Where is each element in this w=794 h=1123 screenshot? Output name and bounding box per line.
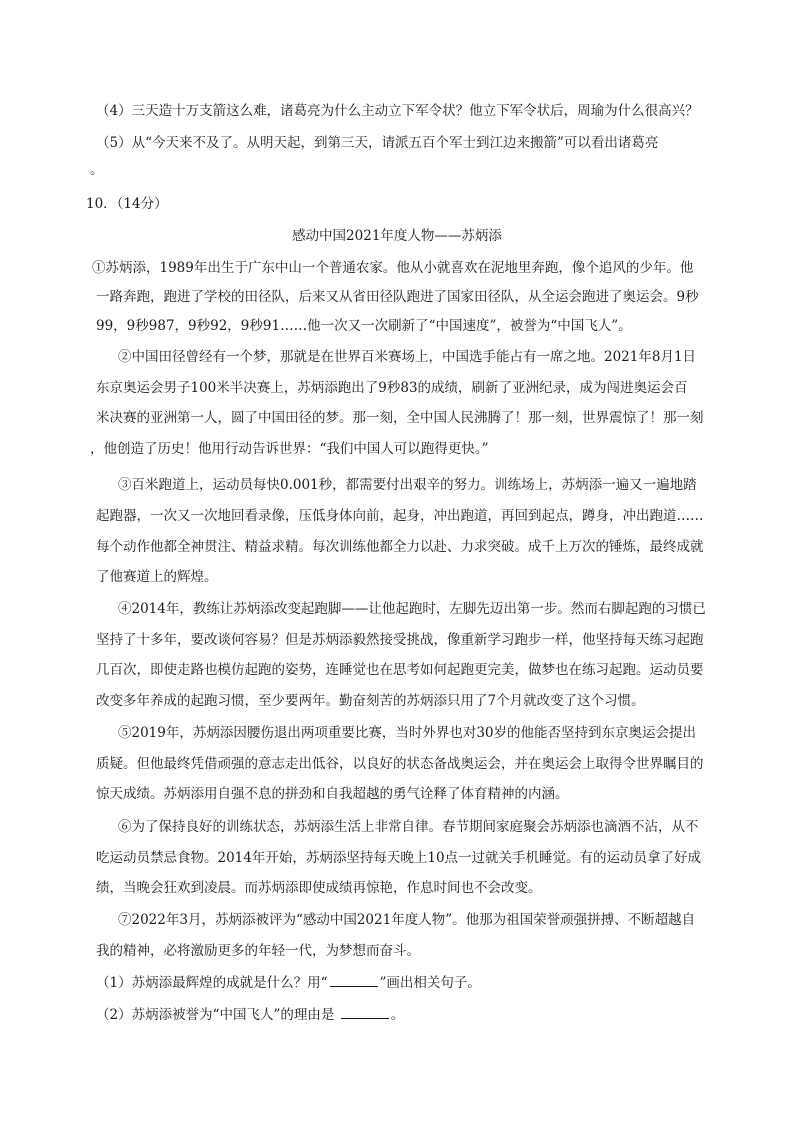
q10-sub1	[96, 972, 720, 993]
p5-line1: ⑤2019年，苏炳添因腰伤退出两项重要比赛，当时外界也对30岁的他能否坚持到东京奥运会提出	[118, 725, 697, 741]
p3-line1: ③百米跑道上，运动员每快0.001秒，都需要付出艰辛的努力。训练场上，苏炳添一遍又一遍地踏	[118, 477, 697, 493]
q10-sub1-text-a: （1）苏炳添最辉煌的成就是什么？用“	[96, 975, 328, 991]
passage-title: 感动中国2021年度人物——苏炳添	[292, 228, 502, 244]
p2-line3: 米决赛的亚洲第一人，圆了中国田径的梦。那一刻，全中国人民沸腾了！那一刻，世界震惊了！那一刻	[96, 410, 704, 426]
p2-line4: ，他创造了历史！他用行动告诉世界：“我们中国人可以跑得更快。”	[90, 441, 489, 457]
q9-sub4: （4）三天造十万支箭这么难，诸葛亮为什么主动立下军令状？他立下军令状后，周瑜为什么很高兴？	[96, 103, 699, 119]
p5-line3: 惊天成绩。苏炳添用自强不息的拼劲和自我超越的勇气诠释了体育精神的内涵。	[96, 786, 569, 802]
p4-line3: 几百次，即使走路也模仿起跑的姿势，连睡觉也在思考如何起跑更完美，做梦也在练习起跑。运动员要	[96, 662, 704, 678]
p7-line2: 我的精神，必将激励更多的年轻一代，为梦想而奋斗。	[96, 943, 420, 959]
p4-line1: ④2014年，教练让苏炳添改变起跑脚——让他起跑时，左脚先迈出第一步。然而右脚起跑的习惯已	[118, 601, 706, 617]
answer-blank[interactable]	[341, 1004, 389, 1019]
p5-line2: 质疑。但他最终凭借顽强的意志走出低谷，以良好的状态备战奥运会，并在奥运会上取得令世界瞩目的	[96, 756, 704, 772]
q9-sub5-line1: （5）从“今天来不及了。从明天起，到第三天，请派五百个军士到江边来搬箭”可以看出诸葛亮	[96, 135, 659, 151]
p3-line2: 起跑器，一次又一次地回看录像，压低身体向前，起身，冲出跑道，再回到起点，蹲身，冲出跑道……	[96, 508, 704, 524]
p6-line2: 吃运动员禁忌食物。2014年开始，苏炳添坚持每天晚上10点一过就关手机睡觉。有的运动员拿了好成	[96, 850, 702, 866]
q10-sub2-text-a: （2）苏炳添被誉为“中国飞人”的理由是	[96, 1007, 335, 1023]
q10-sub1-text-b: ”画出相关句子。	[379, 975, 481, 991]
p6-line3: 绩，当晚会狂欢到凌晨。而苏炳添即使成绩再惊艳，作息时间也不会改变。	[96, 880, 542, 896]
q10-sub2-text-b: 。	[390, 1007, 405, 1023]
p2-line1: ②中国田径曾经有一个梦，那就是在世界百米赛场上，中国选手能占有一席之地。2021年8月1日	[118, 349, 697, 365]
p3-line3: 每个动作他都全神贯注、精益求精。每次训练他都全力以赴、力求突破。成千上万次的锤炼，最终成就	[96, 539, 704, 555]
answer-blank[interactable]	[330, 972, 378, 987]
p1-line3: 99，9秒987，9秒92，9秒91……他一次又一次刷新了“中国速度”，被誉为“中国飞人”。	[96, 318, 632, 334]
q10-sub2	[96, 1004, 720, 1025]
p4-line4: 改变多年养成的起跑习惯，至少要两年。勤奋刻苦的苏炳添只用了7个月就改变了这个习惯。	[96, 693, 645, 709]
p6-line1: ⑥为了保持良好的训练状态，苏炳添生活上非常自律。春节期间家庭聚会苏炳添也滴酒不沾，从不	[118, 819, 699, 835]
q10-header: 10．（14分）	[86, 196, 168, 212]
p7-line1: ⑦2022年3月，苏炳添被评为“感动中国2021年度人物”。他那为祖国荣誉顽强拼搏、不断超越自	[118, 912, 696, 928]
p1-line2: 一路奔跑，跑进了学校的田径队，后来又从省田径队跑进了国家田径队，从全运会跑进了奥运会。9秒	[96, 289, 699, 305]
q9-sub5-line2: 。	[90, 162, 104, 178]
p3-line4: 了他赛道上的辉煌。	[96, 569, 218, 585]
p2-line2: 东京奥运会男子100米半决赛上，苏炳添跑出了9秒83的成绩，刷新了亚洲纪录，成为闯进奥运会百	[96, 380, 688, 396]
p1-line1: ①苏炳添，1989年出生于广东中山一个普通农家。他从小就喜欢在泥地里奔跑，像个追风的少年。他	[92, 260, 694, 276]
p4-line2: 坚持了十多年，要改谈何容易？但是苏炳添毅然接受挑战，像重新学习跑步一样，他坚持每天练习起跑	[96, 632, 704, 648]
